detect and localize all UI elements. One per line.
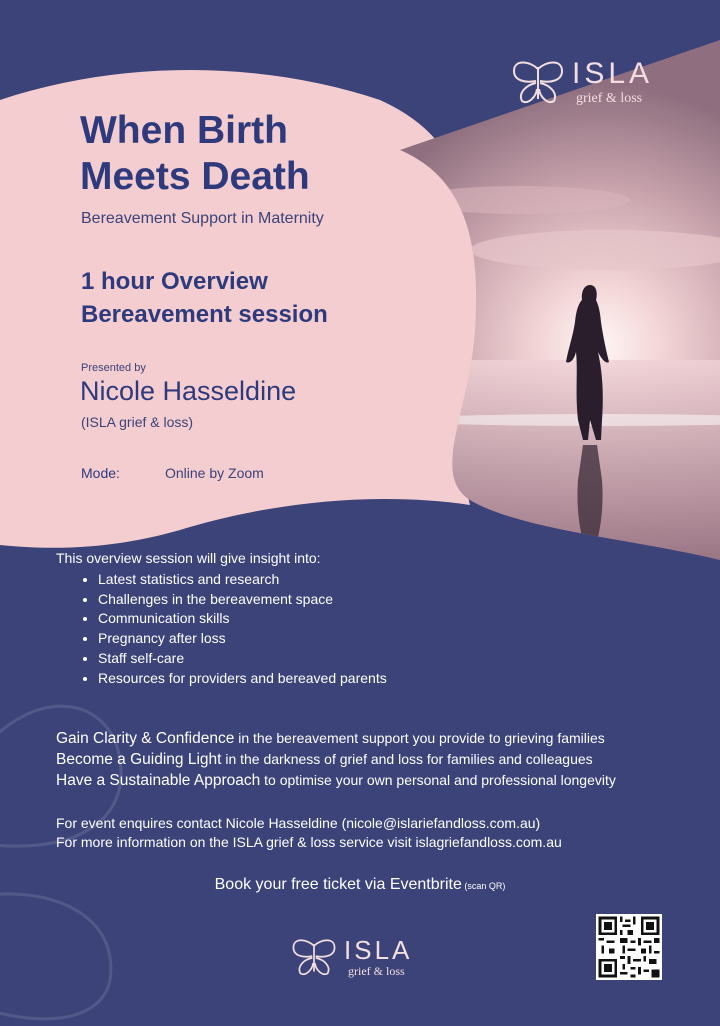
- list-item: • Challenges in the bereavement space: [98, 590, 387, 610]
- benefit-strong: Gain Clarity & Confidence: [56, 730, 235, 747]
- list-item: • Latest statistics and research: [98, 570, 387, 590]
- benefit-rest: in the darkness of grief and loss for families and colleagues: [221, 751, 593, 767]
- event-title: [80, 108, 310, 200]
- cta-main: Book your free ticket via Eventbrite: [214, 876, 462, 893]
- mode-value: Online by Zoom: [165, 465, 264, 481]
- session-line-1: 1 hour Overview: [81, 268, 268, 295]
- benefit-line: [56, 770, 716, 791]
- benefit-rest: to optimise your own personal and professional longevity: [260, 772, 616, 788]
- title-line-1: When Birth: [80, 109, 288, 152]
- benefit-line: [56, 749, 716, 770]
- event-subtitle: Bereavement Support in Maternity: [81, 210, 324, 227]
- benefit-line: [56, 728, 716, 749]
- list-item: • Resources for providers and bereaved parents: [98, 669, 387, 689]
- list-item: • Staff self-care: [98, 649, 387, 669]
- benefit-strong: Have a Sustainable Approach: [56, 772, 261, 789]
- presenter-org: (ISLA grief & loss): [81, 414, 194, 430]
- benefit-strong: Become a Guiding Light: [56, 751, 222, 768]
- benefits-block: [56, 728, 716, 791]
- butterfly-icon: [510, 59, 566, 105]
- eventbrite-qr-code[interactable]: [596, 914, 662, 980]
- session-intro: This overview session will give insight into:: [56, 550, 321, 566]
- session-heading: [81, 265, 328, 331]
- presenter-name: Nicole Hasseldine: [80, 376, 297, 406]
- booking-cta: [0, 876, 720, 894]
- logo-subtitle: grief & loss: [576, 91, 643, 106]
- logo-wordmark: ISLA: [572, 57, 654, 90]
- contact-block: [56, 814, 562, 852]
- list-item: • Pregnancy after loss: [98, 629, 387, 649]
- isla-logo-top: [510, 57, 680, 109]
- cta-scan-note: (scan QR): [461, 881, 506, 891]
- isla-logo-bottom: [290, 935, 440, 981]
- mode-label: Mode:: [81, 465, 120, 481]
- benefit-rest: in the bereavement support you provide to grieving families: [234, 730, 605, 746]
- presented-by-label: Presented by: [81, 362, 146, 374]
- list-item: • Communication skills: [98, 609, 387, 629]
- logo-subtitle: grief & loss: [348, 964, 405, 978]
- contact-more-info: For more information on the ISLA grief & loss service visit islagriefandloss.com.au: [56, 834, 562, 850]
- title-line-2: Meets Death: [80, 155, 310, 198]
- topics-list: [78, 570, 387, 688]
- butterfly-icon: [290, 937, 338, 977]
- session-line-2: Bereavement session: [81, 301, 328, 328]
- logo-wordmark: ISLA: [344, 935, 413, 965]
- contact-enquiries: For event enquires contact Nicole Hasseldine (nicole@islariefandloss.com.au): [56, 815, 541, 831]
